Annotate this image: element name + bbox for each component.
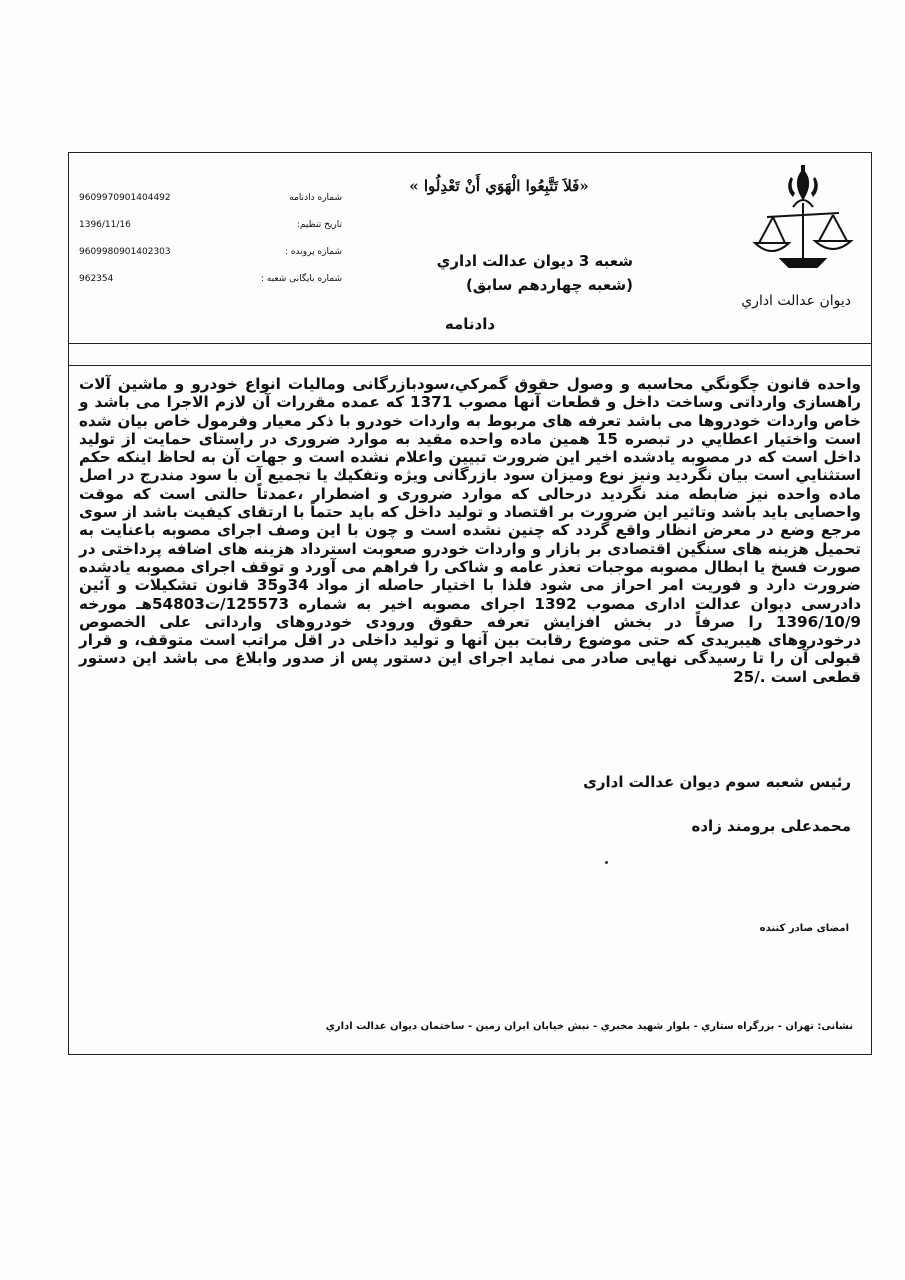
document-title: دادنامه	[444, 315, 496, 333]
judgment-number-value: 9609970901404492	[79, 193, 171, 203]
judiciary-scales-emblem-icon	[751, 163, 855, 271]
meta-row-case-number	[77, 247, 342, 274]
archive-number-value: 962354	[79, 274, 114, 284]
stray-mark	[605, 861, 608, 864]
signer-label: امضای صادر كننده	[759, 923, 849, 934]
judgment-number-label: شماره دادنامه	[289, 193, 342, 203]
signatory-name: محمدعلی برومند زاده	[691, 817, 851, 835]
meta-row-judgment-number	[77, 193, 342, 220]
quran-quote: «فَلاَ تَتَّبِعُوا الْهَوَي أَنْ تَعْدِلُوا »	[409, 177, 589, 195]
case-number-label: شماره پرونده :	[284, 247, 342, 257]
footer-address: نشانی: تهران - بزرگراه ستاري - بلوار شهيد مخبري - نبش خيابان ايران زمين - ساختمان ديوان عدالت اداري	[325, 1021, 853, 1032]
meta-row-archive-number	[77, 274, 342, 301]
case-number-value: 9609980901402303	[79, 247, 171, 257]
court-branch: شعبه 3 ديوان عدالت اداري (شعبه چهاردهم سابق)	[436, 252, 633, 294]
date-value: 1396/11/16	[79, 220, 131, 230]
meta-row-date	[77, 220, 342, 247]
document-frame	[68, 152, 872, 1055]
court-name: ديوان عدالت اداري	[741, 293, 851, 309]
signatory-title: رئيس شعبه سوم ديوان عدالت اداری	[583, 773, 851, 791]
date-label: تاریخ تنظیم:	[296, 220, 342, 230]
archive-number-label: شماره بایگانی شعبه :	[260, 274, 342, 284]
header-divider-bottom	[69, 365, 871, 366]
header-divider-top	[69, 343, 871, 344]
judgment-body: واحده قانون چگونگي محاسبه و وصول حقوق گمركي،سودبازرگانی وماليات انواع خودرو و ماشين آلات راهسازی وارداتی وساخت داخل و قطعات آنها مصوب 1371 كه عمده مقررات آن لازم الاجرا می باشد و خاص واردات خودروها می باشد تعرفه های مربوط به واردات خودرو با ذكر معيار وفرمول خاص بيان شده است واختيار اعطايي در تبصره 15 همين ماده واحده مقيد به موارد ضروری در راستای حمايت از توليد داخل است كه در مصوبه يادشده اخير اين ضرورت تبيين واعلام نشده است و جهات آن به لحاظ اينكه حكم استثنايي است بيان نگرديد ونيز نوع وميزان سود بازرگانی ويژه وتفكيك يا تجميع آن با سود مندرج در اصل ماده واحده نيز ضابطه مند نگرديد درحالی كه موارد ضروری و اضطرار ،عمدتاً حالتی است كه موقت واحصايی بايد باشد وتاثير اين ضرورت بر اقتصاد و توليد داخل كه بايد حتماً با ارتقای كيفيت باشد از سوی مرجع وضع در معرض انظار واقع گردد كه چنين نشده است و چون با اين وصف اجرای مصوبه باعنايت به تحميل هزينه های سنگين اقتصادی بر بازار و واردات خودرو صعوبت استرداد هزينه های اضافه پرداختی در صورت فسخ يا ابطال مصوبه موجبات تعذر عامه و شاكی را فراهم می آورد و توقف اجرای مصوبه يادشده ضرورت دارد و فوريت امر احراز می شود فلذا با اختيار حاصله از مواد 34و35 قانون تشكيلات و آئين دادرسی ديوان عدالت اداری مصوب 1392 اجرای مصوبه اخير به شماره 125573/ت54803هـ مورخه 1396/10/9 را صرفاً در بخش افزايش تعرفه حقوق ورودی خودروهای وارداتی علی الخصوص درخودروهای هيبريدی كه حتی موضوع رقابت بين آنها و توليد داخلی در اقل مراتب است متوقف، و قرار قبولی آن را تا رسيدگی نهايی صادر می نمايد اجرای اين دستور پس از صدور وابلاغ می باشد اين دستور قطعی است ./25	[79, 375, 861, 686]
case-meta	[77, 193, 342, 301]
